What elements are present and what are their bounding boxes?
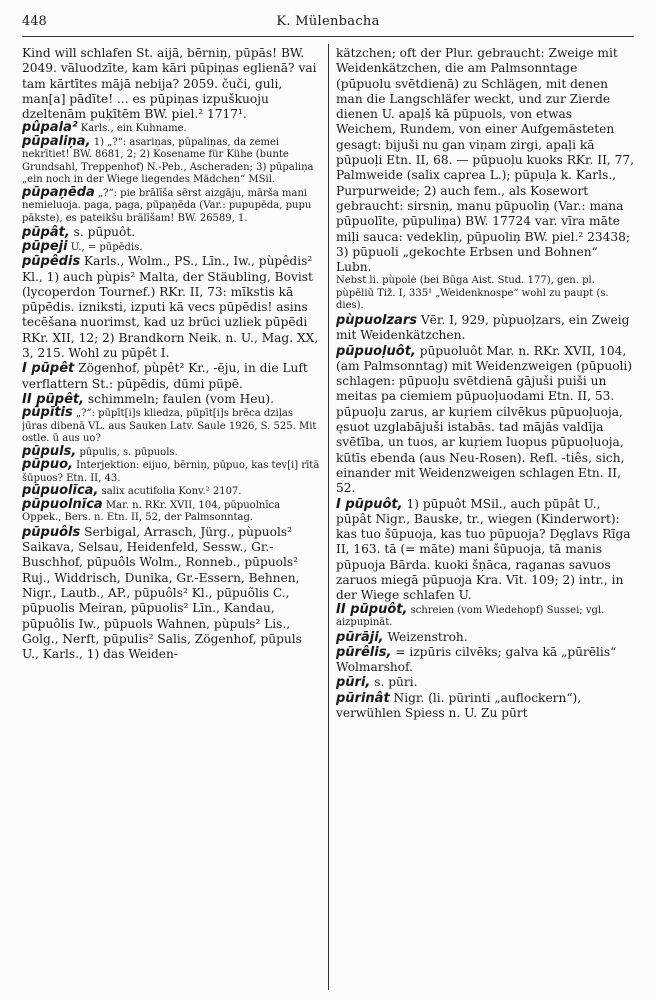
entry-text: Kind will schlafen St. aijā, bērniņ, pūpās! BW. 2049. vāluodzīte, kam kāri pūpiņas eglienā? vai tam kārtītes mājā nebija? 2059. čuči, guli, man[a] pādīte! ... es pūpiņas izpuškuoju dzeltenām puķītēm BW. piel.² 1717¹.: [22, 46, 317, 122]
headword: pūpuôls: [22, 524, 81, 540]
headword: pūpuolīca,: [22, 483, 99, 499]
entry-text: Weizenstroh.: [383, 629, 468, 644]
entry-text: Karls., Wolm., PS., Līn., Iw., pùpêdis² Kl., 1) auch pùpis² Malta, der Stäubling, Bovist (lycoperdon Tournef.) RKr. II, 73: mīkstis kā pūpēdis. izniksti, izputi kā vecs pūpēdis! asins tecēšana nuorimst, kad uz brūci uzliek pūpēdi RKr. XII, 12; 2) Brandkorn Neik. n. U., Mag. XX, 3, 215. Wohl zu pūpêt I.: [22, 254, 319, 361]
headword: pūpuo,: [22, 457, 73, 473]
entry-text: schreien (vom Wiedehopf) Sussei; vgl. aizpupināt.: [336, 604, 605, 629]
entry-continuation: [22, 46, 320, 122]
entry-text: 1) pūpuôt MSil., auch pūpât U., pūpât Nigr., Bauske, tr., wiegen (Kinderwort): kas tuo šūpuoja, kas tuo pūpuoja? Dęglavs Rīga II, 163. tā (= māte) mani šūpuoja, tā manis pūpuoja Bārda. kuoki šņāca, raganas savuos zaruos miegā pūpuoja Kra. Vīt. 109; 2) intr., in der Wiege schlafen U.: [336, 496, 631, 603]
entry-text: salix acutifolia Konv.² 2107.: [98, 486, 242, 498]
dictionary-entry: [336, 630, 634, 645]
headword: pūrinât: [336, 690, 390, 706]
entry-text: „?“: pūpīt[i]s kliedza, pūpīt[i]s brēca dziļas jūras dibenā VL. aus Sauken Latv. Saule 1926, S. 525. Mit ostle. ū aus uo?: [22, 408, 317, 445]
dictionary-entry: [22, 407, 320, 446]
dictionary-entry: [22, 254, 320, 361]
entry-text: Nigr. (li. pūrinti „auflockern“), verwühlen Spiess n. U. Zu pūrt: [336, 690, 582, 721]
dictionary-entry: [22, 361, 320, 392]
dictionary-entry: [336, 344, 634, 497]
entry-text: Interjektion: eijuo, bērniņ, pūpuo, kas tev[i] rītā šūpuos? Etn. II, 43.: [22, 460, 320, 484]
headword: II pūpuôt,: [336, 601, 408, 617]
entry-text: = izpūris cilvēks; galva kā „pūrēlis“ Wolmarshof.: [336, 644, 617, 675]
column-divider: [328, 44, 329, 990]
headword: pūpeji: [22, 238, 68, 254]
headword: pūpaņēda: [22, 184, 95, 200]
headword: pūpītis: [22, 405, 73, 421]
entry-text: Serbigal, Arrasch, Jürg., pùpuols² Saikava, Selsau, Heidenfeld, Sessw., Gr.-Buschhof, pūpuôls Wolm., Ronneb., pūpuols² Ruj., Widdrisch, Dunika, Gr.-Essern, Behnen, Nigr., Lautb., AP., pūpuôls² Kl., pūpuõlis C., pūpuolis Meiran, pūpuolis² Līn., Kandau, pūpuôlis Iw., pūpuols Wahnen, pùpuls² Lis., Golg., Nerft, pūpulis² Salis, Zögenhof, pūpuls U., Karls., 1) das Weiden-: [22, 524, 302, 662]
entry-text: Mar. n. RKr. XVII, 104, pūpuolnīca Oppek., Bers. n. Etn. II, 52, der Palmsonntag.: [22, 499, 281, 524]
headword: pūrāji,: [336, 629, 384, 645]
page-header: [22, 12, 634, 37]
headword: pūpuolnīca: [22, 496, 103, 512]
headword: pūpuls,: [22, 443, 77, 459]
entry-text: Karls., ein Kuhname.: [77, 123, 187, 135]
dictionary-entry: [336, 601, 634, 630]
entry-text: pūpuoluôt Mar. n. RKr. XVII, 104, (am Palmsonntag) mit Weidenzweigen (pūpuoli) schlagen: pūpuoļu svētdienā gājuši puiši un meitas pa ciemiem pūpuoļuodami Etn. II, 53. pūpuoļu zarus, ar kuŗiem cilvēkus pūpuoļuoja, ęsuot uzglabājuši istabās. tad mājās valdīja svētība, un tuos, ar kuŗiem luopus pūpuoļuoja, kūtīs ebenda (aus Neu-Rosen). Refl. -tiês, sich, einander mit Weidenzweigen schlagen Etn. II, 52.: [336, 343, 633, 496]
entry-text: U., = pūpēdis.: [67, 241, 143, 253]
headword: pūpêdis: [22, 254, 81, 270]
entry-text: Zögenhof, pùpêt² Kr., -ēju, in die Luft verflattern St.: pūpēdis, dūmi pūpē.: [22, 361, 308, 391]
entry-text: „?“: pie brālīša sērst aizgāju, mārša mani nemieluoja. paga, paga, pūpaņēda (Var.: pupupēda, pupu pākste), es pateikšu brālīšam! BW. 26589, 1.: [22, 187, 312, 224]
headword: pûpala²: [22, 120, 78, 136]
running-head: K. Mülenbacha: [276, 14, 380, 29]
dictionary-entry: [336, 645, 634, 676]
dictionary-entry: [22, 459, 320, 485]
entry-text: kätzchen; oft der Plur. gebraucht: Zweige mit Weidenkätzchen, die am Palmsonntage (pūpuolu svētdienā) zu Schlägen, mit denen man die Langschläfer weckt, und zur Zierde dienen U. apaļš kā pūpuols, von etwas Weichem, Rundem, von einer Aufgemästeten gesagt: bijuši nu gan viņam zirgi, apaļi kā pūpuoļi Etn. II, 68. — pūpuoļu kuoks RKr. II, 77, Palmweide (salix caprea L.); pūpuļa k. Karls., Purpurweide; 2) auch fem., als Kosewort gebraucht: sirsniņ, manu pūpuoliņ (Var.: mana pūpuolīte, pūpuliņa) BW. 17724 var. vīra māte miļi sauca: vedekliņ, pūpuoliņ BW. piel.² 23438; 3) pūpuoli „gekochte Erbsen und Bohnen“ Lubn.: [336, 46, 634, 275]
headword: I pūpuôt,: [336, 496, 403, 512]
entry-text: pūpulis, s. pūpuols.: [76, 446, 178, 458]
dictionary-entry: [336, 691, 634, 722]
dictionary-entry: [22, 525, 320, 663]
page-number: 448: [22, 14, 47, 29]
entry-text: Nebst li. pùpolė (bei Būga Aist. Stud. 177), gen. pl. pùpēliū Tiž. I, 335¹ „Weidenknospe“ wohl zu paupt (s. dies).: [336, 275, 609, 312]
entry-text: schimmeln; faulen (vom Heu).: [84, 391, 274, 406]
headword: pūri,: [336, 675, 371, 691]
entry-text: s. pūpuôt.: [69, 225, 136, 240]
headword: pūpât,: [22, 225, 70, 241]
dictionary-entry: [336, 313, 634, 344]
left-column: [22, 46, 320, 994]
entry-continuation: [336, 275, 634, 313]
entry-text: s. pūri.: [370, 675, 418, 690]
entry-text: Vēr. I, 929, pùpuoļzars, ein Zweig mit Weidenkätzchen.: [336, 312, 630, 343]
headword: pūpuoļuôt,: [336, 343, 416, 359]
headword: I pūpêt: [22, 361, 75, 377]
dictionary-entry: [22, 184, 320, 226]
dictionary-entry: [22, 496, 320, 525]
headword: II pūpêt,: [22, 391, 85, 407]
headword: pūrêlis,: [336, 644, 392, 660]
dictionary-entry: [22, 238, 320, 255]
right-column: [336, 46, 634, 994]
entry-continuation: [336, 46, 634, 275]
headword: pūpaliņa,: [22, 133, 91, 149]
dictionary-entry: [336, 497, 634, 604]
dictionary-entry: [22, 133, 320, 187]
entry-text: 1) „?“: asariņas, pūpaliņas, da zemei nekrītiet! BW. 8681, 2; 2) Kosename für Kühe (bunte Grundsahl, Treppenhof) N.-Peb., Ascheraden; 3) pūpaliņa „ein noch in der Wiege liegendes Mädchen“ MSil.: [22, 136, 314, 186]
dictionary-entry: [336, 675, 634, 690]
headword: pùpuolzars: [336, 312, 417, 328]
